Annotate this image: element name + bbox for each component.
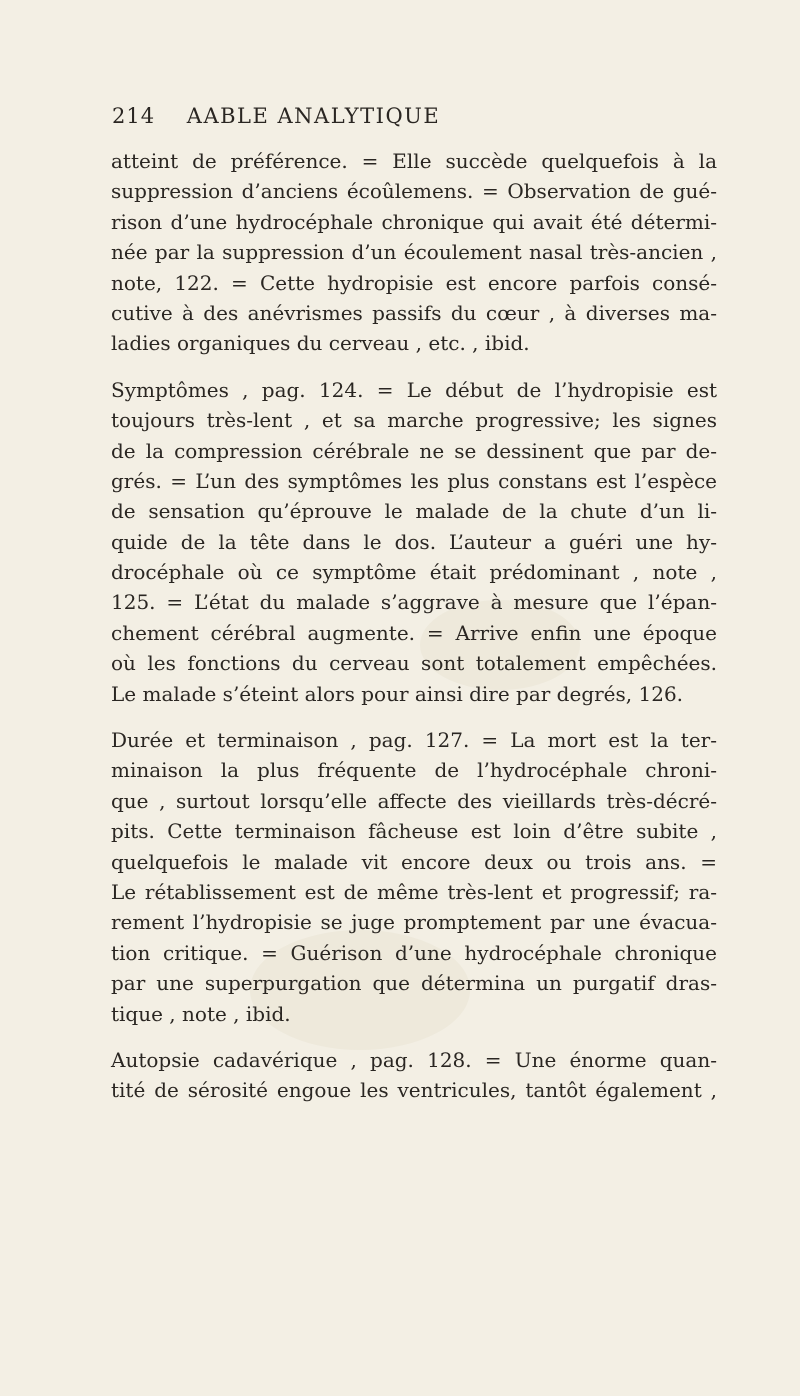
paragraph (111, 146, 717, 359)
body-text (111, 146, 717, 1106)
text-line: tion critique. = Guérison d’une hydrocéphale chronique (111, 940, 717, 965)
text-line: par une superpurgation que détermina un purgatif dras- (111, 971, 717, 996)
text-line: Autopsie cadavérique , pag. 128. = Une énorme quan- (111, 1047, 717, 1072)
running-title: AABLE ANALYTIQUE (186, 104, 441, 128)
text-line: Durée et terminaison , pag. 127. = La mort est la ter- (111, 728, 717, 753)
text-line: Symptômes , pag. 124. = Le début de l’hydropisie est (111, 377, 717, 402)
text-line: chement cérébral augmente. = Arrive enfin une époque (111, 620, 717, 645)
text-line: quide de la tête dans le dos. L’auteur a guéri une hy- (111, 529, 717, 554)
text-line: 125. = L’état du malade s’aggrave à mesure que l’épan- (111, 590, 717, 615)
text-line: minaison la plus fréquente de l’hydrocéphale chroni- (111, 758, 717, 783)
text-line: cutive à des anévrismes passifs du cœur , à diverses ma- (111, 300, 717, 325)
text-line: de sensation qu’éprouve le malade de la chute d’un li- (111, 499, 717, 524)
text-line: suppression d’anciens écoûlemens. = Observation de gué- (111, 179, 717, 204)
page-number: 214 (112, 104, 156, 128)
text-line: pits. Cette terminaison fâcheuse est loin d’être subite , (111, 819, 717, 844)
text-line: rison d’une hydrocéphale chronique qui avait été détermi- (111, 209, 717, 234)
text-line: ladies organiques du cerveau , etc. , ibid. (111, 331, 530, 356)
text-line: Le rétablissement est de même très-lent et progressif; ra- (111, 879, 717, 904)
text-line: drocéphale où ce symptôme était prédominant , note , (111, 560, 717, 585)
text-line: tique , note , ibid. (111, 1001, 291, 1026)
text-line: Le malade s’éteint alors pour ainsi dire par degrés, 126. (111, 681, 684, 706)
text-line: où les fonctions du cerveau sont totalement empêchées. (111, 651, 717, 676)
paragraph (111, 375, 717, 709)
text-line: de la compression cérébrale ne se dessinent que par de- (111, 438, 717, 463)
text-line: rement l’hydropisie se juge promptement par une évacua- (111, 910, 717, 935)
text-line: note, 122. = Cette hydropisie est encore parfois consé- (111, 270, 717, 295)
text-line: née par la suppression d’un écoulement nasal très-ancien , (111, 240, 717, 265)
text-line: quelquefois le malade vit encore deux ou trois ans. = (111, 849, 717, 874)
text-line: tité de sérosité engoue les ventricules, tantôt également , (111, 1078, 717, 1103)
text-line: grés. = L’un des symptômes les plus constans est l’espèce (111, 468, 717, 493)
page-header (112, 104, 440, 128)
paragraph (111, 725, 717, 1029)
text-line: que , surtout lorsqu’elle affecte des vieillards très-décré- (111, 788, 717, 813)
text-line: atteint de préférence. = Elle succède quelquefois à la (111, 149, 717, 173)
paragraph (111, 1045, 717, 1106)
text-line: toujours très-lent , et sa marche progressive; les signes (111, 408, 717, 433)
